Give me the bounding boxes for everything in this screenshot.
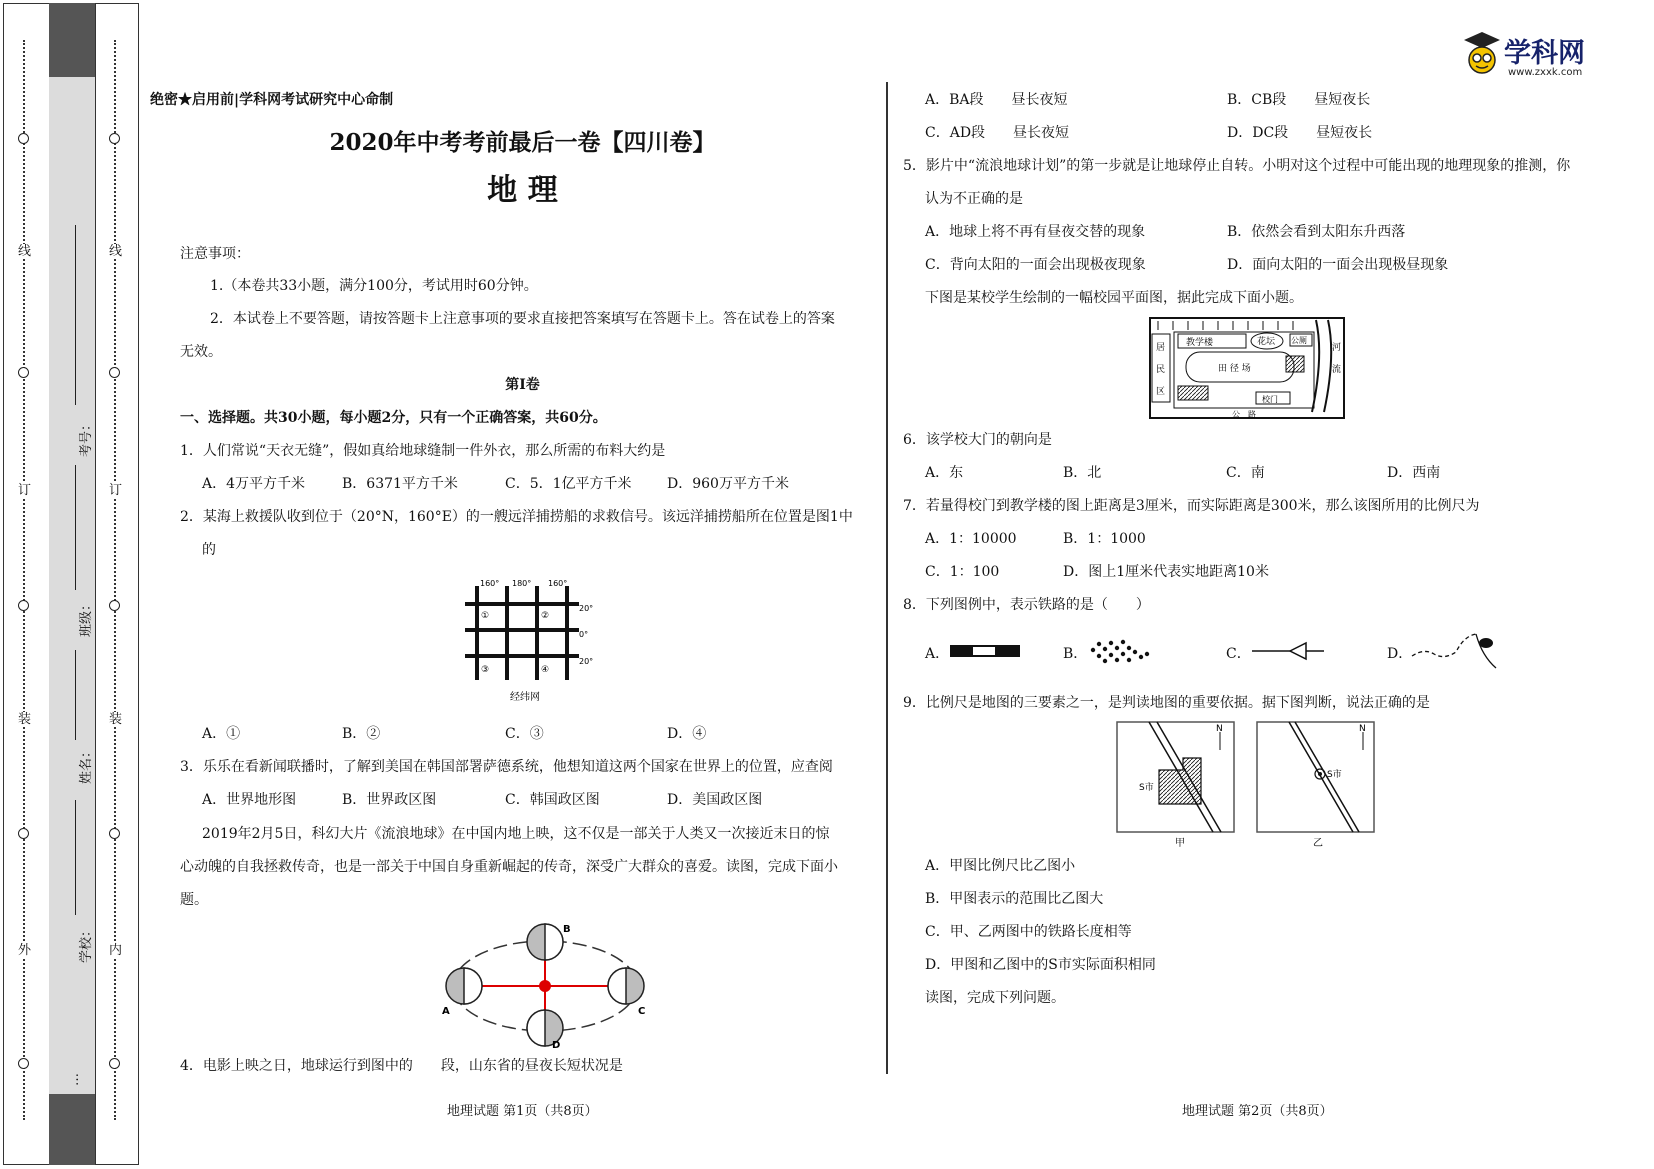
- campus-teach-label: 教学楼: [1186, 338, 1214, 348]
- grid-lat-label-3: 20°: [579, 657, 594, 666]
- map-yi-north: N: [1359, 724, 1366, 734]
- q9-option-d[interactable]: D．甲图和乙图中的S市实际面积相同: [925, 957, 1156, 973]
- q7-stem: 7．若量得校门到教学楼的图上距离是3厘米，而实际距离是300米，那么该图所用的比例尺为: [903, 498, 1480, 514]
- field-line-class[interactable]: [75, 465, 76, 590]
- notice-item-2a: 2．本试卷上不要答题，请按答题卡上注意事项的要求直接把答案填写在答题卡上。答在试卷上的答案: [210, 311, 835, 327]
- q1-option-a[interactable]: A．4万平方千米: [202, 476, 306, 492]
- orbit-label-d: D: [552, 1040, 561, 1050]
- q4-option-c[interactable]: C．AD段 昼长夜短: [925, 125, 1070, 141]
- q7-option-c[interactable]: C．1：100: [925, 564, 1000, 580]
- passage-line-2: 心动魄的自我拯救传奇，也是一部关于中国自身重新崛起的传奇，深受广大群众的喜爱。读图，完成下面小: [180, 859, 838, 875]
- q8-option-d[interactable]: D．: [1387, 646, 1413, 662]
- field-label-name: 姓名：: [79, 745, 94, 785]
- q5-option-d[interactable]: D．面向太阳的一面会出现极昼现象: [1227, 257, 1449, 273]
- q7-option-a[interactable]: A．1：10000: [925, 531, 1017, 547]
- inner-char-nei: 内: [108, 943, 122, 958]
- notice-item-1: 1.（本卷共33小题，满分100分，考试用时60分钟。: [210, 278, 538, 294]
- outer-char-zhuang: 装: [17, 712, 31, 727]
- campus-toilet-label: 公厕: [1291, 336, 1307, 345]
- outer-circle-4: [18, 828, 29, 839]
- footer-right: 地理试题 第2页（共8页）: [1182, 1104, 1333, 1119]
- inner-char-ding: 订: [108, 483, 122, 498]
- notice-item-2b: 无效。: [180, 344, 222, 360]
- binding-margin: [0, 0, 140, 1169]
- q2-option-d[interactable]: D．④: [667, 726, 707, 742]
- outer-circle-2: [18, 367, 29, 378]
- page-title: 2020年中考考前最后一卷【四川卷】: [329, 129, 716, 156]
- q3-option-a[interactable]: A．世界地形图: [202, 792, 297, 808]
- q2-stem-2: 的: [202, 542, 216, 558]
- q8-option-b[interactable]: B．: [1063, 646, 1088, 662]
- notice-heading: 注意事项：: [180, 246, 250, 262]
- q8-stem: 8．下列图例中，表示铁路的是（ ）: [903, 597, 1150, 613]
- map-yi-label: 乙: [1313, 838, 1323, 849]
- field-label-school: 学校：: [79, 924, 94, 964]
- inner-circle-2: [109, 367, 120, 378]
- q6-option-c[interactable]: C．南: [1226, 465, 1265, 481]
- q6-option-b[interactable]: B．北: [1063, 465, 1102, 481]
- q9-stem: 9．比例尺是地图的三要素之一，是判读地图的重要依据。据下图判断，说法正确的是: [903, 695, 1430, 711]
- margin-divider: [95, 3, 96, 1165]
- q9-option-a[interactable]: A．甲图比例尺比乙图小: [925, 858, 1076, 874]
- q3-stem: 3．乐乐在看新闻联播时，了解到美国在韩国部署萨德系统，他想知道这两个国家在世界上的位置，应查阅: [180, 759, 833, 775]
- margin-gray-band: [49, 3, 95, 1165]
- inner-dotted-line: [114, 40, 116, 1120]
- confidential-line: 绝密★启用前|学科网考试研究中心命制: [150, 92, 394, 108]
- q3-option-d[interactable]: D．美国政区图: [667, 792, 763, 808]
- field-line-name[interactable]: [75, 650, 76, 740]
- outer-char-wai: 外: [17, 943, 31, 958]
- campus-field-label: 田 径 场: [1218, 364, 1251, 374]
- passage-line-1: 2019年2月5日，科幻大片《流浪地球》在中国内地上映，这不仅是一部关于人类又一次接近末日的惊: [202, 826, 830, 842]
- q7-option-d[interactable]: D．图上1厘米代表实地距离10米: [1063, 564, 1269, 580]
- inner-char-xian: 线: [108, 244, 122, 259]
- q6-option-a[interactable]: A．东: [925, 465, 964, 481]
- grid-lon-label-3: 160°: [548, 579, 568, 588]
- campus-intro: 下图是某校学生绘制的一幅校园平面图，据此完成下面小题。: [925, 290, 1303, 306]
- q3-option-b[interactable]: B．世界政区图: [342, 792, 437, 808]
- q2-stem-1: 2．某海上救援队收到位于（20°N，160°E）的一艘远洋捕捞船的求救信号。该远洋捕捞船所在位置是图1中: [180, 509, 853, 525]
- q9-option-b[interactable]: B．甲图表示的范围比乙图大: [925, 891, 1104, 907]
- inner-circle-5: [109, 1058, 120, 1069]
- grid-lat-label-1: 20°: [579, 604, 594, 613]
- q6-stem: 6．该学校大门的朝向是: [903, 432, 1052, 448]
- passage-line-3: 题。: [180, 892, 208, 908]
- inner-circle-3: [109, 600, 120, 611]
- lat-lon-grid-figure: [455, 578, 605, 708]
- campus-flower-label: 花坛: [1257, 337, 1276, 347]
- orbit-label-c: C: [638, 1006, 646, 1017]
- logo-mascot-icon: [1458, 30, 1506, 80]
- q4-option-d[interactable]: D．DC段 昼短夜长: [1227, 125, 1373, 141]
- footer-left: 地理试题 第1页（共8页）: [447, 1104, 598, 1119]
- q5-stem-2: 认为不正确的是: [925, 191, 1023, 207]
- field-line-exam-no[interactable]: [75, 225, 76, 405]
- orbit-label-b: B: [563, 924, 571, 935]
- q2-option-b[interactable]: B．②: [342, 726, 381, 742]
- field-ellipsis: …: [67, 1073, 82, 1086]
- q2-option-a[interactable]: A．①: [202, 726, 241, 742]
- q8-option-a[interactable]: A．: [925, 646, 950, 662]
- arrow-symbol-icon: [1250, 640, 1326, 662]
- subject-title: 地 理: [487, 173, 558, 208]
- q8-option-c[interactable]: C．: [1226, 646, 1251, 662]
- q4-stem: 4．电影上映之日，地球运行到图中的 段，山东省的昼夜长短状况是: [180, 1058, 623, 1074]
- q5-option-c[interactable]: C．背向太阳的一面会出现极夜现象: [925, 257, 1146, 273]
- q3-option-c[interactable]: C．韩国政区图: [505, 792, 600, 808]
- grid-marker-2: ②: [541, 611, 550, 621]
- q1-option-d[interactable]: D．960万平方千米: [667, 476, 789, 492]
- grid-lat-label-2: 0°: [579, 630, 589, 639]
- q9-option-c[interactable]: C．甲、乙两图中的铁路长度相等: [925, 924, 1132, 940]
- grid-marker-3: ③: [481, 665, 490, 675]
- map-jia-north: N: [1216, 724, 1223, 734]
- dotted-area-symbol-icon: [1087, 636, 1151, 666]
- campus-ju-label: 居: [1156, 343, 1166, 353]
- q4-option-a[interactable]: A．BA段 昼长夜短: [925, 92, 1068, 108]
- campus-road-label: 公 路: [1232, 410, 1256, 419]
- map-jia-label: 甲: [1175, 838, 1185, 849]
- campus-qu-label: 区: [1156, 387, 1166, 397]
- logo-text: 学科网: [1504, 38, 1585, 69]
- scale-maps-figure: [1115, 720, 1385, 850]
- outer-circle-5: [18, 1058, 29, 1069]
- part1-heading: 一、选择题。共30小题，每小题2分，只有一个正确答案，共60分。: [180, 410, 607, 426]
- grid-caption: 经纬网: [510, 692, 540, 703]
- field-label-exam-no: 考号：: [79, 418, 94, 458]
- outer-char-ding: 订: [17, 483, 31, 498]
- grid-marker-4: ④: [541, 665, 550, 675]
- q5-stem-1: 5．影片中“流浪地球计划”的第一步就是让地球停止自转。小明对这个过程中可能出现的地理现象的推测，你: [903, 158, 1571, 174]
- page-divider: [886, 82, 888, 1074]
- inner-circle-4: [109, 828, 120, 839]
- q1-option-b[interactable]: B．6371平方千米: [342, 476, 458, 492]
- map-jia-s-city: S市: [1139, 783, 1154, 793]
- logo-url: www.zxxk.com: [1508, 67, 1583, 78]
- campus-gate-label: 校门: [1262, 395, 1278, 404]
- margin-dark-bottom: [49, 1094, 95, 1165]
- campus-min-label: 民: [1156, 365, 1166, 375]
- inner-circle-1: [109, 133, 120, 144]
- grid-lon-label-1: 160°: [480, 579, 500, 588]
- orbit-label-a: A: [442, 1006, 450, 1017]
- railway-symbol-icon: [950, 642, 1020, 660]
- q5-option-b[interactable]: B．依然会看到太阳东升西落: [1227, 224, 1406, 240]
- campus-liu-label: 流: [1332, 365, 1342, 375]
- earth-orbit-figure: [440, 918, 650, 1050]
- inner-char-zhuang: 装: [108, 712, 122, 727]
- q1-stem: 1．人们常说“天衣无缝”，假如真给地球缝制一件外衣，那么所需的布料大约是: [180, 443, 666, 459]
- field-label-class: 班级：: [79, 598, 94, 638]
- campus-map-figure: [1148, 316, 1348, 422]
- grid-lon-label-2: 180°: [512, 579, 532, 588]
- outer-dotted-line: [23, 40, 25, 1120]
- outer-circle-1: [18, 133, 29, 144]
- outer-circle-3: [18, 600, 29, 611]
- q1-option-c[interactable]: C．5．1亿平方千米: [505, 476, 632, 492]
- q6-option-d[interactable]: D．西南: [1387, 465, 1441, 481]
- q4-option-b[interactable]: B．CB段 昼短夜长: [1227, 92, 1371, 108]
- q2-option-c[interactable]: C．③: [505, 726, 544, 742]
- field-line-school[interactable]: [75, 800, 76, 915]
- margin-dark-top: [49, 3, 95, 77]
- river-lake-symbol-icon: [1410, 626, 1500, 674]
- grid-marker-1: ①: [481, 611, 490, 621]
- read-prompt: 读图，完成下列问题。: [925, 990, 1065, 1006]
- map-yi-s-city: S市: [1327, 770, 1342, 780]
- q5-option-a[interactable]: A．地球上将不再有昼夜交替的现象: [925, 224, 1146, 240]
- volume-heading: 第Ⅰ卷: [505, 377, 540, 393]
- logo: [1458, 30, 1608, 80]
- outer-char-xian: 线: [17, 244, 31, 259]
- q7-option-b[interactable]: B．1：1000: [1063, 531, 1146, 547]
- campus-he-label: 河: [1332, 343, 1342, 353]
